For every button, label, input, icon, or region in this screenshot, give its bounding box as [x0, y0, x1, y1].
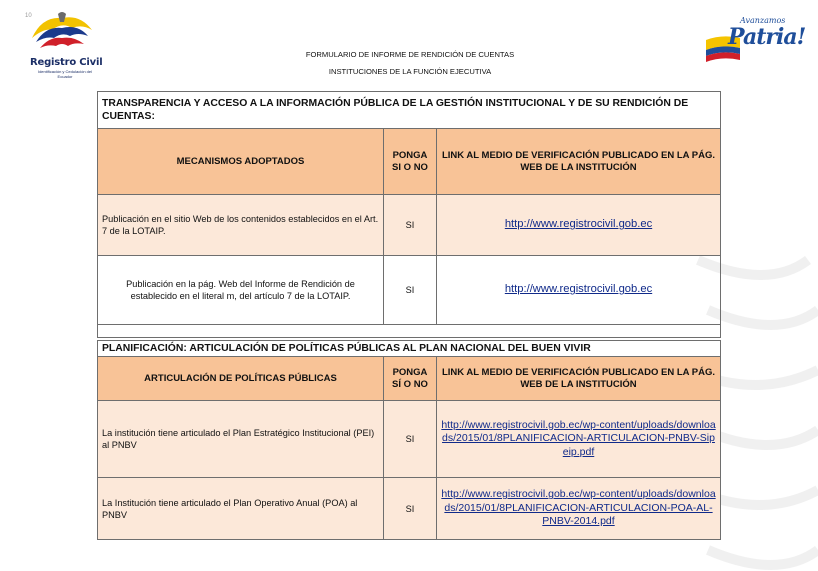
verification-link[interactable]: http://www.registrocivil.gob.ec [437, 195, 721, 256]
registro-civil-subtitle: Identificación y Cedulación del Ecuador [37, 69, 93, 79]
column-header-mechanisms: MECANISMOS ADOPTADOS [98, 129, 384, 195]
title-line-2: INSTITUCIONES DE LA FUNCIÓN EJECUTIVA [328, 67, 492, 76]
planning-section-title: PLANIFICACIÓN: ARTICULACIÓN DE POLÍTICAS PÚBLICAS AL PLAN NACIONAL DEL BUEN VIVIR [98, 341, 721, 357]
policy-cell: La Institución tiene articulado el Plan Operativo Anual (POA) al PNBV [98, 478, 384, 540]
planning-table [97, 340, 721, 540]
answer-cell: SI [384, 401, 437, 478]
avanzamos-patria-logo [704, 16, 806, 66]
answer-cell: SI [384, 478, 437, 540]
transparency-table [97, 91, 721, 325]
page-title [190, 46, 630, 80]
registro-civil-logo [22, 8, 104, 78]
table-row [98, 256, 721, 325]
verification-link[interactable]: http://www.registrocivil.gob.ec [437, 256, 721, 325]
column-header-yes-no: PONGA SÍ O NO [384, 357, 437, 401]
mechanism-cell: Publicación en el sitio Web de los contenidos establecidos en el Art. 7 de la LOTAIP. [98, 195, 384, 256]
mechanism-cell: Publicación en la pág. Web del Informe de Rendición de establecido en el literal m, del artículo 7 de la LOTAIP. [98, 256, 384, 325]
table-row [98, 195, 721, 256]
condor-emblem-icon [22, 8, 104, 58]
column-header-link: LINK AL MEDIO DE VERIFICACIÓN PUBLICADO EN LA PÁG. WEB DE LA INSTITUCIÓN [437, 357, 721, 401]
table-row [98, 478, 721, 540]
answer-cell: SI [384, 195, 437, 256]
page-number: 10 [25, 13, 32, 19]
answer-cell: SI [384, 256, 437, 325]
policy-cell: La institución tiene articulado el Plan Estratégico Institucional (PEI) al PNBV [98, 401, 384, 478]
title-line-1: FORMULARIO DE INFORME DE RENDICIÓN DE CUENTAS [305, 50, 515, 59]
verification-link[interactable]: http://www.registrocivil.gob.ec/wp-content/uploads/downloads/2015/01/8PLANIFICACION-ARTICULACION-POA-AL-PNBV-2014.pdf [437, 478, 721, 540]
column-header-link: LINK AL MEDIO DE VERIFICACIÓN PUBLICADO EN LA PÁG. WEB DE LA INSTITUCIÓN [437, 129, 721, 195]
table-row [98, 401, 721, 478]
table-spacer [97, 325, 721, 338]
avanzamos-text: Avanzamos [740, 16, 786, 25]
registro-civil-name: Registro Civil [30, 57, 103, 68]
column-header-policies: ARTICULACIÓN DE POLÍTICAS PÚBLICAS [98, 357, 384, 401]
verification-link[interactable]: http://www.registrocivil.gob.ec/wp-content/uploads/downloads/2015/01/8PLANIFICACION-ARTICULACION-PNBV-Sipeip.pdf [437, 401, 721, 478]
patria-text: Patria! [728, 24, 806, 50]
column-header-yes-no: PONGA SI O NO [384, 129, 437, 195]
transparency-section-title: TRANSPARENCIA Y ACCESO A LA INFORMACIÓN PÚBLICA DE LA GESTIÓN INSTITUCIONAL Y DE SU RENDICIÓN DE CUENTAS: [98, 92, 721, 129]
